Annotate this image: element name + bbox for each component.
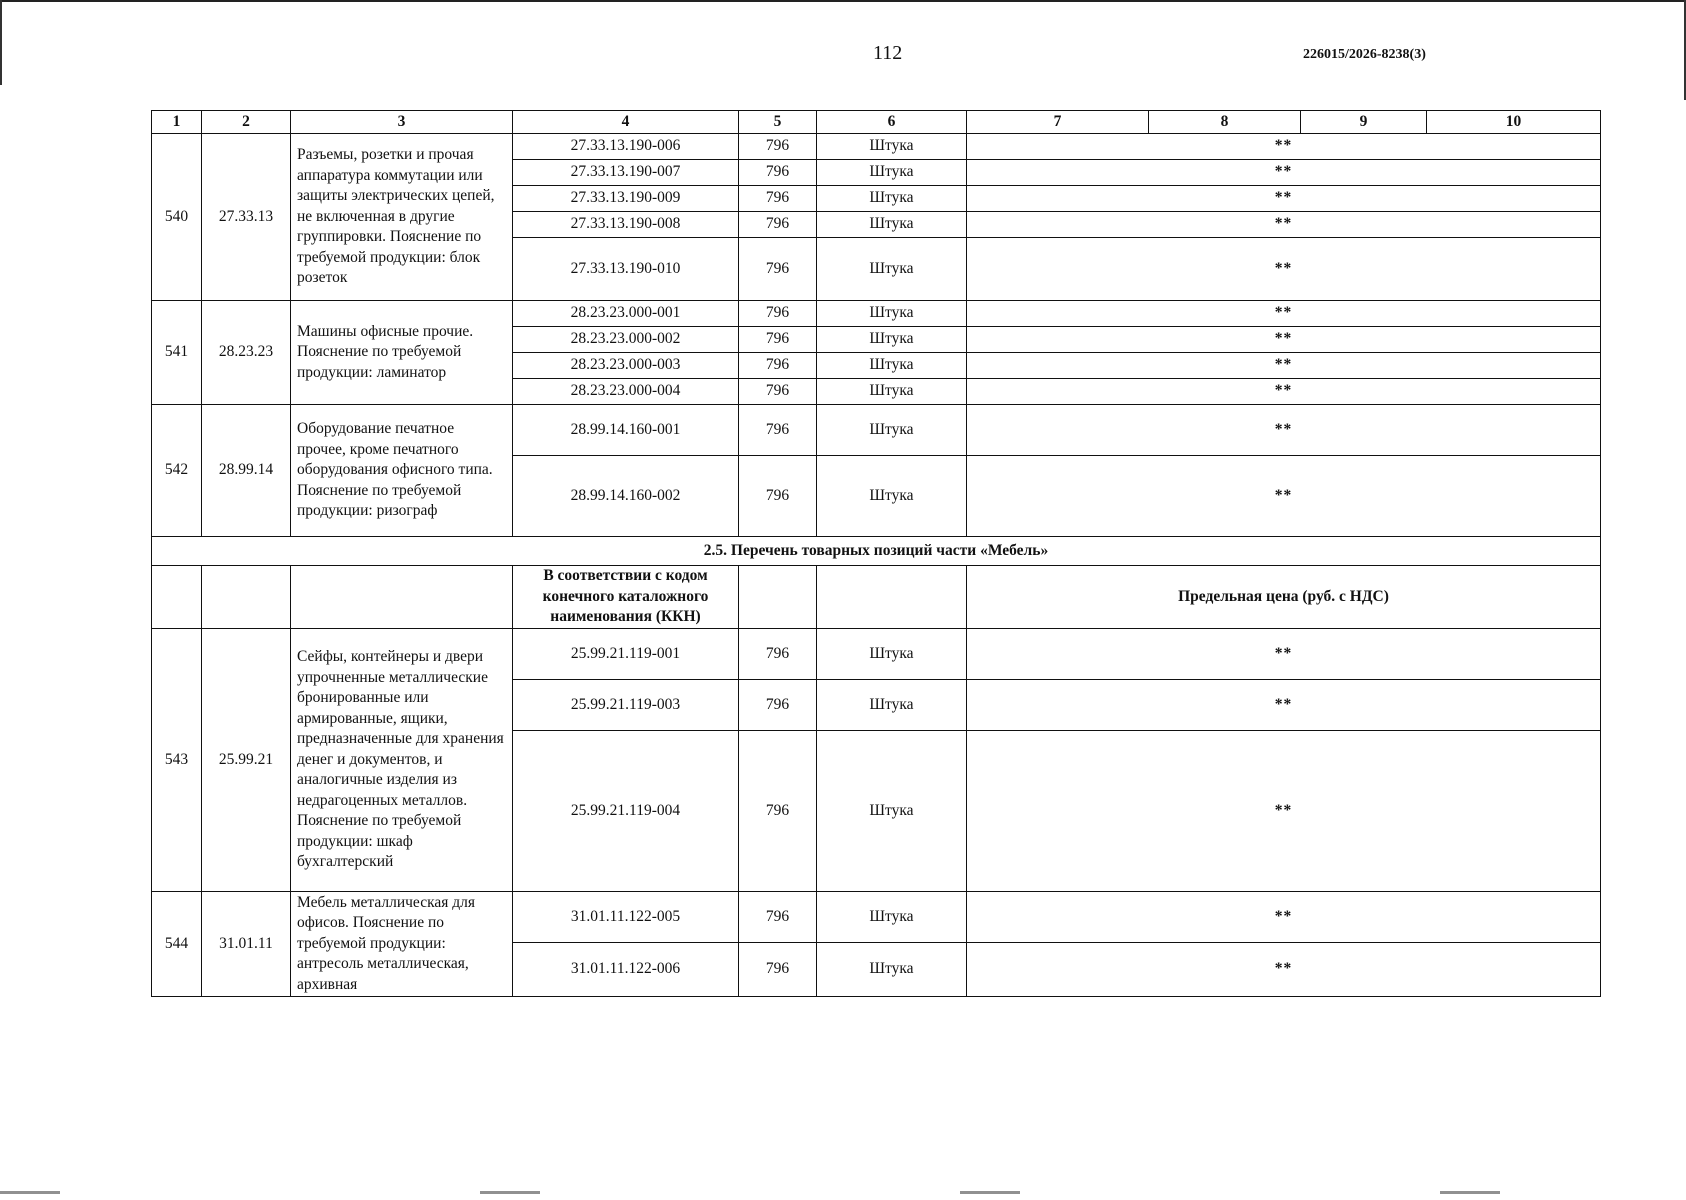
ktru-code: 28.23.23.000-002 [513, 327, 739, 353]
unit: Штука [817, 379, 967, 405]
header-cell: 10 [1427, 111, 1601, 134]
price-table [151, 110, 1601, 997]
ktru-code: 27.33.13.190-007 [513, 160, 739, 186]
unit: Штука [817, 892, 967, 943]
unit: Штука [817, 731, 967, 892]
price-cell: ** [967, 327, 1601, 353]
unit: Штука [817, 680, 967, 731]
ktru-code: 28.23.23.000-003 [513, 353, 739, 379]
table-row [152, 629, 1601, 680]
item-number: 542 [152, 405, 202, 537]
item-number: 544 [152, 892, 202, 997]
unit: Штука [817, 238, 967, 301]
okei-code: 796 [739, 629, 817, 680]
item-name: Разъемы, розетки и прочая аппаратура коммутации или защиты электрических цепей, не включенная в другие группировки. Пояснение по требуемой продукции: блок розеток [291, 134, 513, 301]
ktru-code: 28.23.23.000-001 [513, 301, 739, 327]
unit: Штука [817, 353, 967, 379]
unit: Штука [817, 629, 967, 680]
empty-cell [152, 566, 202, 629]
section-header-row [152, 566, 1601, 629]
unit: Штука [817, 301, 967, 327]
ktru-code: 27.33.13.190-010 [513, 238, 739, 301]
header-cell: 5 [739, 111, 817, 134]
empty-cell [817, 566, 967, 629]
okpd-code: 25.99.21 [202, 629, 291, 892]
item-number: 543 [152, 629, 202, 892]
ktru-code: 27.33.13.190-009 [513, 186, 739, 212]
okei-code: 796 [739, 892, 817, 943]
okpd-code: 27.33.13 [202, 134, 291, 301]
unit: Штука [817, 186, 967, 212]
unit: Штука [817, 327, 967, 353]
price-cell: ** [967, 238, 1601, 301]
okei-code: 796 [739, 327, 817, 353]
price-cell: ** [967, 186, 1601, 212]
section-title: 2.5. Перечень товарных позиций части «Мебель» [152, 537, 1601, 566]
okpd-code: 31.01.11 [202, 892, 291, 997]
ktru-code: 31.01.11.122-006 [513, 943, 739, 997]
okei-code: 796 [739, 680, 817, 731]
price-cell: ** [967, 134, 1601, 160]
ktru-code: 31.01.11.122-005 [513, 892, 739, 943]
header-cell: 6 [817, 111, 967, 134]
okei-code: 796 [739, 186, 817, 212]
header-cell: 9 [1301, 111, 1427, 134]
price-column-header: Предельная цена (руб. с НДС) [967, 566, 1601, 629]
price-cell: ** [967, 731, 1601, 892]
table-row [152, 892, 1601, 943]
okei-code: 796 [739, 353, 817, 379]
ktru-code: 25.99.21.119-003 [513, 680, 739, 731]
scan-border-top [0, 0, 1686, 2]
scan-border-left [0, 0, 2, 85]
okei-code: 796 [739, 160, 817, 186]
item-name: Мебель металлическая для офисов. Пояснение по требуемой продукции: антресоль металлическая, архивная [291, 892, 513, 997]
price-cell: ** [967, 456, 1601, 537]
section-title-row [152, 537, 1601, 566]
ktru-column-header: В соответствии с кодом конечного каталожного наименования (ККН) [513, 566, 739, 629]
unit: Штука [817, 943, 967, 997]
okei-code: 796 [739, 379, 817, 405]
header-cell: 4 [513, 111, 739, 134]
price-cell: ** [967, 301, 1601, 327]
price-cell: ** [967, 353, 1601, 379]
item-name: Машины офисные прочие. Пояснение по требуемой продукции: ламинатор [291, 301, 513, 405]
header-cell: 2 [202, 111, 291, 134]
price-cell: ** [967, 405, 1601, 456]
ktru-code: 27.33.13.190-006 [513, 134, 739, 160]
price-cell: ** [967, 892, 1601, 943]
page-number: 112 [873, 42, 903, 64]
header-cell: 8 [1149, 111, 1301, 134]
scan-noise [0, 1191, 1686, 1194]
okei-code: 796 [739, 943, 817, 997]
okei-code: 796 [739, 238, 817, 301]
unit: Штука [817, 405, 967, 456]
unit: Штука [817, 456, 967, 537]
price-cell: ** [967, 379, 1601, 405]
item-number: 541 [152, 301, 202, 405]
okpd-code: 28.99.14 [202, 405, 291, 537]
price-cell: ** [967, 943, 1601, 997]
okei-code: 796 [739, 405, 817, 456]
okei-code: 796 [739, 212, 817, 238]
ktru-code: 25.99.21.119-004 [513, 731, 739, 892]
unit: Штука [817, 134, 967, 160]
header-cell: 3 [291, 111, 513, 134]
table-row [152, 405, 1601, 456]
item-name: Оборудование печатное прочее, кроме печатного оборудования офисного типа. Пояснение по требуемой продукции: ризограф [291, 405, 513, 537]
okei-code: 796 [739, 731, 817, 892]
price-cell: ** [967, 629, 1601, 680]
empty-cell [739, 566, 817, 629]
price-cell: ** [967, 160, 1601, 186]
table-row [152, 134, 1601, 160]
empty-cell [291, 566, 513, 629]
empty-cell [202, 566, 291, 629]
okei-code: 796 [739, 456, 817, 537]
ktru-code: 28.99.14.160-002 [513, 456, 739, 537]
ktru-code: 25.99.21.119-001 [513, 629, 739, 680]
okpd-code: 28.23.23 [202, 301, 291, 405]
table-header-row [152, 111, 1601, 134]
okei-code: 796 [739, 301, 817, 327]
document-reference: 226015/2026-8238(3) [1303, 47, 1426, 62]
unit: Штука [817, 212, 967, 238]
item-number: 540 [152, 134, 202, 301]
item-name: Сейфы, контейнеры и двери упрочненные металлические бронированные или армированные, ящики, предназначенные для хранения денег и документов, и аналогичные изделия из недрагоценных металлов. Пояснение по требуемой продукции: шкаф бухгалтерский [291, 629, 513, 892]
okei-code: 796 [739, 134, 817, 160]
price-cell: ** [967, 212, 1601, 238]
table-row [152, 301, 1601, 327]
ktru-code: 28.99.14.160-001 [513, 405, 739, 456]
price-cell: ** [967, 680, 1601, 731]
header-cell: 7 [967, 111, 1149, 134]
ktru-code: 28.23.23.000-004 [513, 379, 739, 405]
header-cell: 1 [152, 111, 202, 134]
unit: Штука [817, 160, 967, 186]
ktru-code: 27.33.13.190-008 [513, 212, 739, 238]
